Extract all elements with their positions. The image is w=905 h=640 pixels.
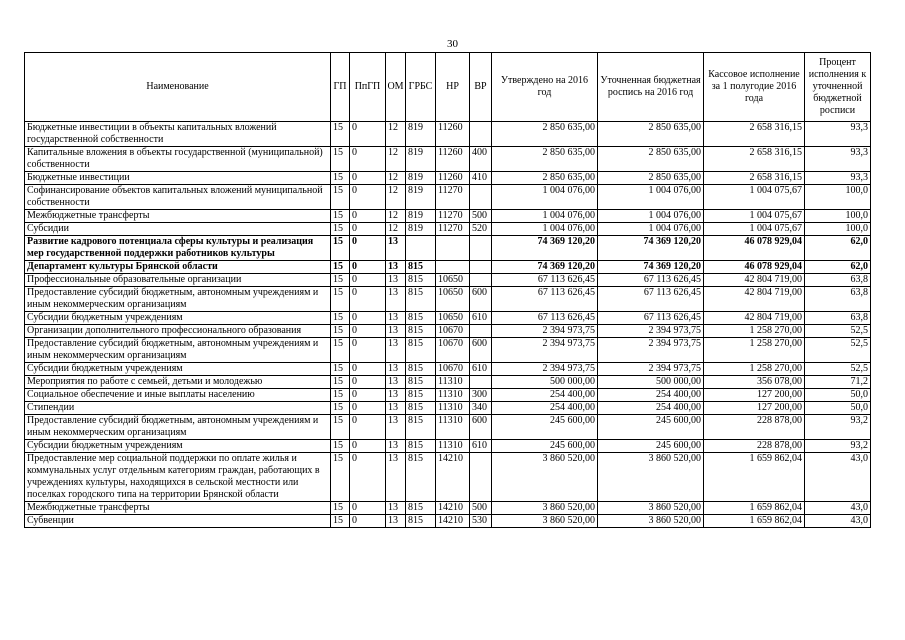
cell-ppgp: 0 <box>350 223 386 236</box>
cell-percent: 62,0 <box>805 261 871 274</box>
cell-gp: 15 <box>331 122 350 147</box>
table-row <box>25 338 871 363</box>
cell-gp: 15 <box>331 440 350 453</box>
cell-approved: 2 394 973,75 <box>492 338 598 363</box>
cell-ppgp: 0 <box>350 338 386 363</box>
cell-percent: 93,3 <box>805 147 871 172</box>
cell-percent: 50,0 <box>805 389 871 402</box>
cell-np: 11310 <box>436 389 470 402</box>
header-approved: Утверждено на 2016 год <box>492 53 598 122</box>
cell-percent: 100,0 <box>805 210 871 223</box>
budget-table <box>24 52 871 528</box>
cell-np: 10670 <box>436 363 470 376</box>
table-row <box>25 502 871 515</box>
cell-gp: 15 <box>331 287 350 312</box>
cell-om: 13 <box>386 261 406 274</box>
cell-revised: 2 394 973,75 <box>598 325 704 338</box>
cell-approved: 2 850 635,00 <box>492 172 598 185</box>
table-row <box>25 325 871 338</box>
cell-np: 14210 <box>436 453 470 502</box>
cell-vr: 400 <box>470 147 492 172</box>
cell-revised: 254 400,00 <box>598 389 704 402</box>
table-row <box>25 236 871 261</box>
cell-name: Организации дополнительного профессионального образования <box>25 325 331 338</box>
cell-om: 13 <box>386 389 406 402</box>
cell-percent: 71,2 <box>805 376 871 389</box>
header-gp: ГП <box>331 53 350 122</box>
cell-name: Софинансирование объектов капитальных вложений муниципальной собственности <box>25 185 331 210</box>
cell-percent: 43,0 <box>805 515 871 528</box>
cell-ppgp: 0 <box>350 287 386 312</box>
table-row <box>25 389 871 402</box>
cell-cash: 46 078 929,04 <box>704 261 805 274</box>
cell-cash: 1 659 862,04 <box>704 502 805 515</box>
header-om: ОМ <box>386 53 406 122</box>
header-cash: Кассовое исполнение за 1 полугодие 2016 года <box>704 53 805 122</box>
cell-name: Субсидии <box>25 223 331 236</box>
table-row <box>25 261 871 274</box>
cell-percent: 52,5 <box>805 338 871 363</box>
cell-ppgp: 0 <box>350 376 386 389</box>
cell-cash: 228 878,00 <box>704 440 805 453</box>
cell-om: 12 <box>386 223 406 236</box>
cell-percent: 62,0 <box>805 236 871 261</box>
cell-np: 11270 <box>436 185 470 210</box>
cell-grbs: 815 <box>406 502 436 515</box>
cell-vr: 500 <box>470 210 492 223</box>
cell-name: Субсидии бюджетным учреждениям <box>25 363 331 376</box>
table-row <box>25 453 871 502</box>
table-row <box>25 223 871 236</box>
cell-approved: 3 860 520,00 <box>492 453 598 502</box>
cell-np: 10670 <box>436 325 470 338</box>
cell-ppgp: 0 <box>350 402 386 415</box>
table-row <box>25 363 871 376</box>
cell-ppgp: 0 <box>350 363 386 376</box>
cell-gp: 15 <box>331 363 350 376</box>
cell-name: Профессиональные образовательные организации <box>25 274 331 287</box>
cell-percent: 63,8 <box>805 312 871 325</box>
cell-gp: 15 <box>331 147 350 172</box>
cell-cash: 42 804 719,00 <box>704 287 805 312</box>
table-row <box>25 185 871 210</box>
table-body <box>25 122 871 528</box>
cell-np: 10670 <box>436 338 470 363</box>
cell-gp: 15 <box>331 415 350 440</box>
cell-np: 11260 <box>436 122 470 147</box>
cell-name: Стипендии <box>25 402 331 415</box>
cell-name: Мероприятия по работе с семьей, детьми и молодежью <box>25 376 331 389</box>
cell-revised: 2 850 635,00 <box>598 172 704 185</box>
cell-np: 11260 <box>436 172 470 185</box>
cell-vr <box>470 261 492 274</box>
header-grbs: ГРБС <box>406 53 436 122</box>
cell-revised: 67 113 626,45 <box>598 312 704 325</box>
cell-vr: 600 <box>470 287 492 312</box>
cell-approved: 500 000,00 <box>492 376 598 389</box>
cell-approved: 254 400,00 <box>492 389 598 402</box>
cell-gp: 15 <box>331 389 350 402</box>
cell-revised: 3 860 520,00 <box>598 515 704 528</box>
cell-ppgp: 0 <box>350 236 386 261</box>
cell-approved: 254 400,00 <box>492 402 598 415</box>
table-row <box>25 402 871 415</box>
cell-om: 13 <box>386 440 406 453</box>
cell-grbs: 815 <box>406 453 436 502</box>
cell-gp: 15 <box>331 185 350 210</box>
cell-np: 11270 <box>436 210 470 223</box>
cell-name: Межбюджетные трансферты <box>25 210 331 223</box>
cell-percent: 93,3 <box>805 172 871 185</box>
cell-revised: 500 000,00 <box>598 376 704 389</box>
cell-vr: 610 <box>470 363 492 376</box>
cell-grbs: 819 <box>406 147 436 172</box>
cell-ppgp: 0 <box>350 325 386 338</box>
cell-revised: 1 004 076,00 <box>598 210 704 223</box>
cell-grbs: 819 <box>406 172 436 185</box>
cell-name: Предоставление субсидий бюджетным, автономным учреждениям и иным некоммерческим организациям <box>25 338 331 363</box>
cell-revised: 3 860 520,00 <box>598 502 704 515</box>
cell-gp: 15 <box>331 236 350 261</box>
cell-gp: 15 <box>331 515 350 528</box>
cell-percent: 93,2 <box>805 415 871 440</box>
cell-ppgp: 0 <box>350 415 386 440</box>
cell-om: 12 <box>386 122 406 147</box>
cell-cash: 1 004 075,67 <box>704 210 805 223</box>
cell-np: 10650 <box>436 312 470 325</box>
cell-gp: 15 <box>331 502 350 515</box>
cell-revised: 3 860 520,00 <box>598 453 704 502</box>
cell-approved: 2 850 635,00 <box>492 122 598 147</box>
cell-name: Капитальные вложения в объекты государственной (муниципальной) собственности <box>25 147 331 172</box>
cell-np: 10650 <box>436 287 470 312</box>
cell-grbs: 815 <box>406 287 436 312</box>
cell-vr: 300 <box>470 389 492 402</box>
cell-revised: 2 394 973,75 <box>598 338 704 363</box>
cell-np: 14210 <box>436 515 470 528</box>
cell-ppgp: 0 <box>350 312 386 325</box>
cell-np: 10650 <box>436 274 470 287</box>
cell-om: 12 <box>386 147 406 172</box>
cell-om: 13 <box>386 415 406 440</box>
cell-vr <box>470 122 492 147</box>
cell-revised: 1 004 076,00 <box>598 185 704 210</box>
cell-vr: 410 <box>470 172 492 185</box>
cell-approved: 245 600,00 <box>492 440 598 453</box>
cell-om: 13 <box>386 287 406 312</box>
cell-vr: 600 <box>470 415 492 440</box>
table-row <box>25 274 871 287</box>
table-row <box>25 376 871 389</box>
cell-vr: 340 <box>470 402 492 415</box>
cell-gp: 15 <box>331 376 350 389</box>
table-row <box>25 287 871 312</box>
table-row <box>25 440 871 453</box>
cell-cash: 1 004 075,67 <box>704 223 805 236</box>
cell-vr: 500 <box>470 502 492 515</box>
cell-grbs: 815 <box>406 363 436 376</box>
cell-cash: 2 658 316,15 <box>704 147 805 172</box>
table-row <box>25 122 871 147</box>
cell-cash: 2 658 316,15 <box>704 122 805 147</box>
cell-approved: 67 113 626,45 <box>492 287 598 312</box>
cell-ppgp: 0 <box>350 210 386 223</box>
cell-gp: 15 <box>331 261 350 274</box>
cell-grbs: 815 <box>406 440 436 453</box>
cell-cash: 42 804 719,00 <box>704 312 805 325</box>
cell-cash: 1 004 075,67 <box>704 185 805 210</box>
cell-grbs: 815 <box>406 325 436 338</box>
header-revised: Уточненная бюджетная роспись на 2016 год <box>598 53 704 122</box>
cell-cash: 42 804 719,00 <box>704 274 805 287</box>
cell-cash: 2 658 316,15 <box>704 172 805 185</box>
cell-vr <box>470 453 492 502</box>
cell-revised: 74 369 120,20 <box>598 236 704 261</box>
cell-percent: 100,0 <box>805 223 871 236</box>
cell-revised: 245 600,00 <box>598 415 704 440</box>
cell-om: 13 <box>386 453 406 502</box>
table-row <box>25 210 871 223</box>
cell-ppgp: 0 <box>350 185 386 210</box>
cell-np: 11310 <box>436 376 470 389</box>
cell-revised: 2 850 635,00 <box>598 147 704 172</box>
cell-om: 12 <box>386 210 406 223</box>
cell-name: Предоставление субсидий бюджетным, автономным учреждениям и иным некоммерческим организациям <box>25 415 331 440</box>
cell-cash: 228 878,00 <box>704 415 805 440</box>
table-row <box>25 415 871 440</box>
cell-approved: 2 394 973,75 <box>492 363 598 376</box>
cell-np <box>436 236 470 261</box>
cell-percent: 43,0 <box>805 453 871 502</box>
cell-om: 13 <box>386 515 406 528</box>
cell-revised: 67 113 626,45 <box>598 274 704 287</box>
cell-name: Бюджетные инвестиции в объекты капитальных вложений государственной собственности <box>25 122 331 147</box>
cell-vr <box>470 236 492 261</box>
header-name: Наименование <box>25 53 331 122</box>
cell-cash: 127 200,00 <box>704 389 805 402</box>
cell-percent: 93,3 <box>805 122 871 147</box>
cell-om: 12 <box>386 172 406 185</box>
cell-gp: 15 <box>331 453 350 502</box>
cell-approved: 74 369 120,20 <box>492 261 598 274</box>
cell-cash: 46 078 929,04 <box>704 236 805 261</box>
cell-gp: 15 <box>331 312 350 325</box>
cell-grbs: 815 <box>406 338 436 363</box>
cell-name: Социальное обеспечение и иные выплаты населению <box>25 389 331 402</box>
cell-gp: 15 <box>331 210 350 223</box>
cell-ppgp: 0 <box>350 147 386 172</box>
cell-grbs: 819 <box>406 122 436 147</box>
cell-approved: 2 850 635,00 <box>492 147 598 172</box>
cell-percent: 50,0 <box>805 402 871 415</box>
cell-revised: 245 600,00 <box>598 440 704 453</box>
table-row <box>25 147 871 172</box>
cell-grbs: 815 <box>406 376 436 389</box>
cell-approved: 3 860 520,00 <box>492 515 598 528</box>
cell-om: 13 <box>386 363 406 376</box>
cell-om: 13 <box>386 402 406 415</box>
cell-om: 12 <box>386 185 406 210</box>
cell-grbs: 815 <box>406 261 436 274</box>
cell-vr: 600 <box>470 338 492 363</box>
cell-cash: 127 200,00 <box>704 402 805 415</box>
cell-grbs: 819 <box>406 185 436 210</box>
cell-percent: 43,0 <box>805 502 871 515</box>
cell-vr <box>470 274 492 287</box>
cell-ppgp: 0 <box>350 453 386 502</box>
cell-approved: 67 113 626,45 <box>492 274 598 287</box>
cell-cash: 1 258 270,00 <box>704 325 805 338</box>
cell-revised: 2 850 635,00 <box>598 122 704 147</box>
cell-np: 11260 <box>436 147 470 172</box>
cell-grbs <box>406 236 436 261</box>
cell-vr: 610 <box>470 440 492 453</box>
cell-vr <box>470 185 492 210</box>
table-row <box>25 515 871 528</box>
cell-revised: 67 113 626,45 <box>598 287 704 312</box>
cell-revised: 1 004 076,00 <box>598 223 704 236</box>
cell-gp: 15 <box>331 172 350 185</box>
cell-approved: 3 860 520,00 <box>492 502 598 515</box>
cell-name: Субвенции <box>25 515 331 528</box>
cell-revised: 74 369 120,20 <box>598 261 704 274</box>
cell-np: 11270 <box>436 223 470 236</box>
cell-cash: 1 258 270,00 <box>704 338 805 363</box>
cell-grbs: 819 <box>406 210 436 223</box>
cell-grbs: 815 <box>406 312 436 325</box>
cell-ppgp: 0 <box>350 122 386 147</box>
cell-approved: 1 004 076,00 <box>492 223 598 236</box>
cell-gp: 15 <box>331 223 350 236</box>
cell-grbs: 815 <box>406 415 436 440</box>
cell-grbs: 815 <box>406 515 436 528</box>
cell-name: Субсидии бюджетным учреждениям <box>25 440 331 453</box>
cell-vr: 520 <box>470 223 492 236</box>
cell-approved: 2 394 973,75 <box>492 325 598 338</box>
cell-name: Департамент культуры Брянской области <box>25 261 331 274</box>
cell-approved: 1 004 076,00 <box>492 210 598 223</box>
cell-vr: 530 <box>470 515 492 528</box>
cell-ppgp: 0 <box>350 274 386 287</box>
cell-gp: 15 <box>331 274 350 287</box>
cell-cash: 1 659 862,04 <box>704 515 805 528</box>
cell-np: 11310 <box>436 415 470 440</box>
cell-np: 14210 <box>436 502 470 515</box>
cell-np <box>436 261 470 274</box>
cell-percent: 52,5 <box>805 325 871 338</box>
cell-revised: 254 400,00 <box>598 402 704 415</box>
cell-grbs: 819 <box>406 223 436 236</box>
cell-percent: 93,2 <box>805 440 871 453</box>
cell-cash: 1 659 862,04 <box>704 453 805 502</box>
cell-name: Межбюджетные трансферты <box>25 502 331 515</box>
cell-ppgp: 0 <box>350 172 386 185</box>
cell-om: 13 <box>386 338 406 363</box>
cell-vr <box>470 376 492 389</box>
cell-grbs: 815 <box>406 389 436 402</box>
cell-ppgp: 0 <box>350 515 386 528</box>
header-np: НР <box>436 53 470 122</box>
cell-approved: 67 113 626,45 <box>492 312 598 325</box>
cell-name: Субсидии бюджетным учреждениям <box>25 312 331 325</box>
cell-name: Развитие кадрового потенциала сферы культуры и реализация мер государственной поддержки работников культуры <box>25 236 331 261</box>
cell-percent: 63,8 <box>805 274 871 287</box>
cell-np: 11310 <box>436 440 470 453</box>
cell-grbs: 815 <box>406 274 436 287</box>
cell-om: 13 <box>386 312 406 325</box>
cell-percent: 52,5 <box>805 363 871 376</box>
cell-cash: 1 258 270,00 <box>704 363 805 376</box>
cell-ppgp: 0 <box>350 440 386 453</box>
cell-approved: 74 369 120,20 <box>492 236 598 261</box>
cell-grbs: 815 <box>406 402 436 415</box>
cell-om: 13 <box>386 325 406 338</box>
cell-vr: 610 <box>470 312 492 325</box>
cell-ppgp: 0 <box>350 389 386 402</box>
cell-gp: 15 <box>331 338 350 363</box>
cell-approved: 245 600,00 <box>492 415 598 440</box>
cell-om: 13 <box>386 376 406 389</box>
cell-name: Предоставление субсидий бюджетным, автономным учреждениям и иным некоммерческим организациям <box>25 287 331 312</box>
cell-name: Предоставление мер социальной поддержки по оплате жилья и коммунальных услуг отдельным категориям граждан, работающих в учреждениях культуры, находящихся в сельской местности или поселках городского типа на территории Брянской области <box>25 453 331 502</box>
cell-percent: 100,0 <box>805 185 871 210</box>
page-number: 30 <box>447 38 458 50</box>
header-vr: ВР <box>470 53 492 122</box>
cell-gp: 15 <box>331 402 350 415</box>
cell-om: 13 <box>386 502 406 515</box>
cell-ppgp: 0 <box>350 502 386 515</box>
header-row <box>25 53 871 122</box>
cell-vr <box>470 325 492 338</box>
cell-om: 13 <box>386 236 406 261</box>
header-ppgp: ПпГП <box>350 53 386 122</box>
cell-name: Бюджетные инвестиции <box>25 172 331 185</box>
cell-approved: 1 004 076,00 <box>492 185 598 210</box>
cell-gp: 15 <box>331 325 350 338</box>
cell-om: 13 <box>386 274 406 287</box>
cell-np: 11310 <box>436 402 470 415</box>
cell-percent: 63,8 <box>805 287 871 312</box>
cell-ppgp: 0 <box>350 261 386 274</box>
table-row <box>25 312 871 325</box>
header-percent: Процент исполнения к уточненной бюджетной росписи <box>805 53 871 122</box>
cell-revised: 2 394 973,75 <box>598 363 704 376</box>
cell-cash: 356 078,00 <box>704 376 805 389</box>
table-row <box>25 172 871 185</box>
